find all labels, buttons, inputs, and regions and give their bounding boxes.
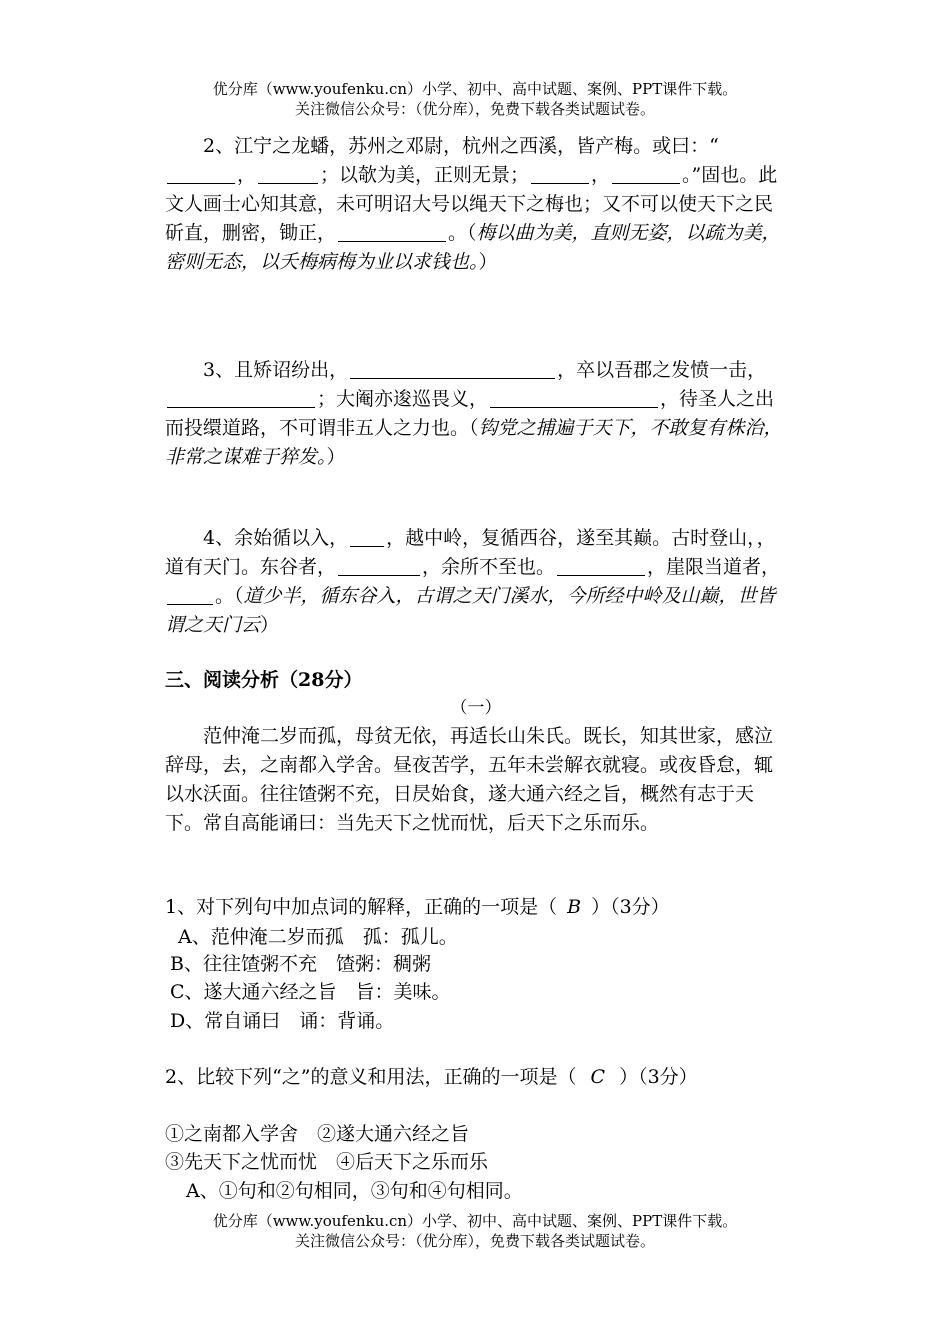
q3-text: 3、且矫诏纷出， [203,359,349,381]
reading-passage: 范仲淹二岁而孤，母贫无依，再适长山朱氏。既长，知其世家，感泣辞母，去，之南都入学舍。昼夜苦学，五年未尝解衣就寝。或夜昏怠，辄以水沃面。往往馇粥不充，日昃始食，遂大通六经之旨，概然有志于天下。常自高能诵曰：当先天下之忧而忧，后天下之乐而乐。 [165,725,774,834]
answer-blank [167,163,235,184]
section-title: 三、阅读分析（28分） [165,669,363,691]
q2-text: ；以欹为美，正则无景； [320,164,530,186]
answer-blank [338,221,446,242]
mc1-option-c: C、遂大通六经之旨 旨：美味。 [170,981,451,1003]
section-subtitle: （一） [450,698,502,718]
mc1-option-d: D、常自诵曰 诵：背诵。 [170,1010,395,1032]
q2-text: 2、江宁之龙蟠，苏州之邓尉，杭州之西溪，皆产梅。或曰： [203,135,710,157]
answer-blank [167,584,213,605]
footer-line-1: 优分库（www.youfenku.cn）小学、初中、高中试题、案例、PPT课件下载。 [212,1212,738,1230]
q4-text: 。（ [215,585,244,607]
q4-text: ，越中岭，复循西谷，遂至其巅。古时登山，，道有天门。东谷者， [165,527,776,578]
q3-text: ，待圣人之出而投缳道路，不可谓非五人之力也。（ [165,388,775,439]
mc2-stem: ）（3分） [619,1066,698,1088]
answer-blank [531,163,589,184]
mc1-stem: ）（3分） [591,896,670,918]
answer-blank [350,358,555,379]
mc2-line-2: ③先天下之忧而忧 ④后天下之乐而乐 [165,1151,489,1173]
q4-text: 4、余始循以入， [203,527,349,549]
footer-line-2: 关注微信公众号：（优分库），免费下载各类试题试卷。 [294,1232,655,1250]
header-line-2: 关注微信公众号：（优分库），免费下载各类试题试卷。 [294,100,655,118]
mc1-option-b: B、往往馇粥不充 馇粥：稠粥 [170,953,431,975]
q4-text: ） [260,614,280,636]
q2-text: “ [709,135,719,157]
q2-text: ， [237,164,257,186]
mc-question-1 [165,893,787,922]
q2-text: ， [591,164,611,186]
q2-text: 。（ [448,222,477,244]
q3-text: ；大阉亦逡巡畏义， [317,388,489,410]
answer-blank [612,163,680,184]
q4-text: ，崖限当道者， [647,556,781,578]
mc2-answer: C [590,1066,606,1088]
q2-text: 。” [682,164,702,186]
answer-blank [338,555,420,576]
q3-answer: 钩党之捕遍于天下，不敢复有株治，非常之谋难于猝发。 [165,417,783,468]
question-4 [165,524,787,640]
q2-answer: 梅以曲为美，直则无姿，以疏为美，密则无态，以夭梅病梅为业以求钱也。 [165,222,781,273]
mc2-line-1: ①之南都入学舍 ②遂大通六经之旨 [165,1123,470,1145]
question-3 [165,356,787,472]
q4-text: ，余所不至也。 [422,556,556,578]
q2-text: ） [478,251,498,273]
header-line-1: 优分库（www.youfenku.cn）小学、初中、高中试题、案例、PPT课件下载。 [212,80,738,98]
answer-blank [350,526,384,547]
question-2 [165,132,787,277]
mc1-option-a: A、范仲淹二岁而孤 孤：孤儿。 [178,926,458,948]
mc2-stem: 2、比较下列“之”的意义和用法，正确的一项是（ [165,1066,577,1088]
answer-blank [258,163,318,184]
q2-text: 固也。此文人画士心知其意，未可明诏大号以绳天下之梅也；又不可以使天下之民斫直，删密，锄正， [165,164,778,244]
answer-blank [490,387,658,408]
mc-question-2 [165,1063,787,1092]
q3-text: ，卒以吾郡之发愤一击， [557,359,767,381]
mc1-answer: B [567,896,582,918]
mc2-option-a: A、①句和②句相同，③句和④句相同。 [186,1180,523,1202]
mc1-stem: 1、对下列句中加点词的解释，正确的一项是（ [165,896,558,918]
answer-blank [557,555,645,576]
q3-text: ） [326,446,346,468]
answer-blank [167,387,315,408]
q4-answer: 道少半，循东谷入，古谓之天门溪水，今所经中岭及山巅，世皆谓之天门云 [165,585,776,636]
